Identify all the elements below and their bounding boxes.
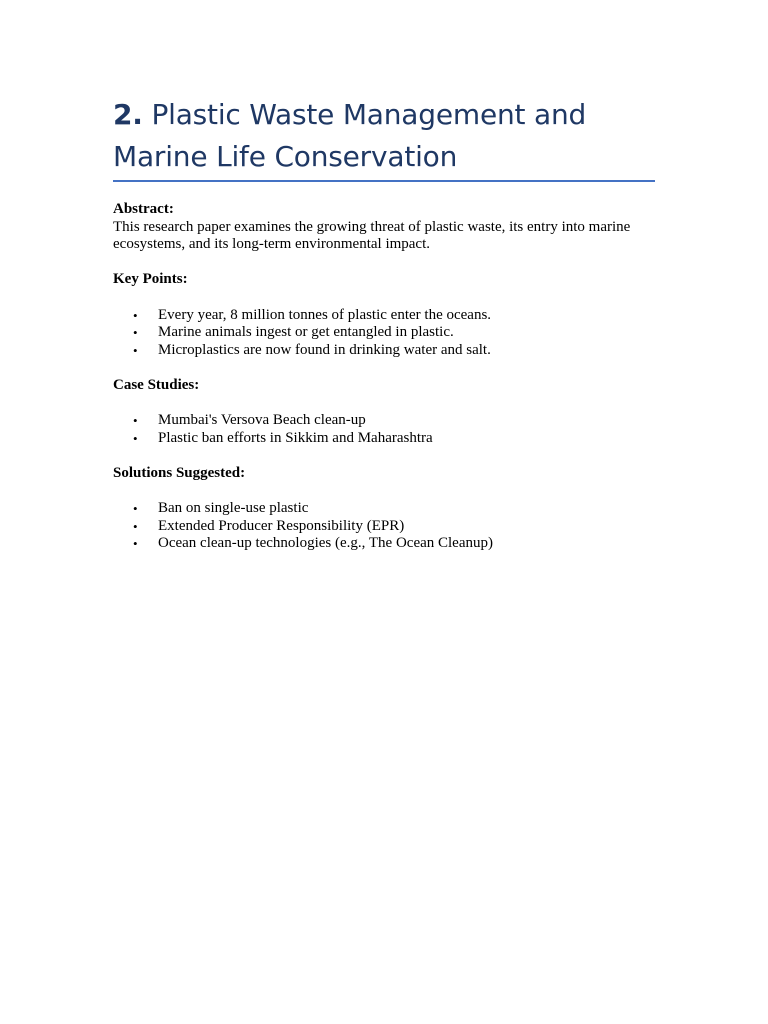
bullet-icon: • (133, 325, 138, 341)
list-item-text: Ocean clean-up technologies (e.g., The Ocean Cleanup) (158, 535, 493, 552)
section-heading (113, 94, 658, 178)
section-title: Plastic Waste Management and Marine Life Conservation (113, 98, 587, 173)
solutions-label: Solutions Suggested: (113, 464, 246, 481)
abstract-text: This research paper examines the growing threat of plastic waste, its entry into marine ecosystems, and its long-term environmental impact. (113, 218, 631, 253)
bullet-icon: • (133, 413, 138, 429)
heading-underline (113, 180, 655, 182)
list-item (113, 342, 658, 360)
list-item (113, 324, 658, 342)
list-item (113, 518, 658, 536)
bullet-icon: • (133, 430, 138, 446)
bullet-icon: • (133, 307, 138, 323)
section-number: 2. (113, 98, 143, 131)
key-points-label: Key Points: (113, 271, 188, 288)
bullet-icon: • (133, 342, 138, 358)
bullet-icon: • (133, 536, 138, 552)
bullet-icon: • (133, 518, 138, 534)
list-item-text: Microplastics are now found in drinking water and salt. (158, 341, 491, 358)
list-item-text: Ban on single-use plastic (158, 500, 309, 517)
list-item-text: Plastic ban efforts in Sikkim and Maharashtra (158, 429, 433, 446)
case-studies-label: Case Studies: (113, 376, 200, 393)
document-body (113, 201, 658, 570)
list-item-text: Mumbai's Versova Beach clean-up (158, 412, 366, 429)
abstract-label: Abstract: (113, 201, 174, 217)
case-studies-list (113, 412, 658, 447)
list-item-text: Marine animals ingest or get entangled in plastic. (158, 324, 454, 341)
list-item (113, 307, 658, 325)
bullet-icon: • (133, 501, 138, 517)
list-item (113, 430, 658, 448)
list-item (113, 500, 658, 518)
list-item-text: Every year, 8 million tonnes of plastic enter the oceans. (158, 306, 492, 323)
solutions-list (113, 500, 658, 553)
list-item (113, 535, 658, 553)
list-item (113, 412, 658, 430)
key-points-list (113, 307, 658, 360)
list-item-text: Extended Producer Responsibility (EPR) (158, 517, 405, 534)
